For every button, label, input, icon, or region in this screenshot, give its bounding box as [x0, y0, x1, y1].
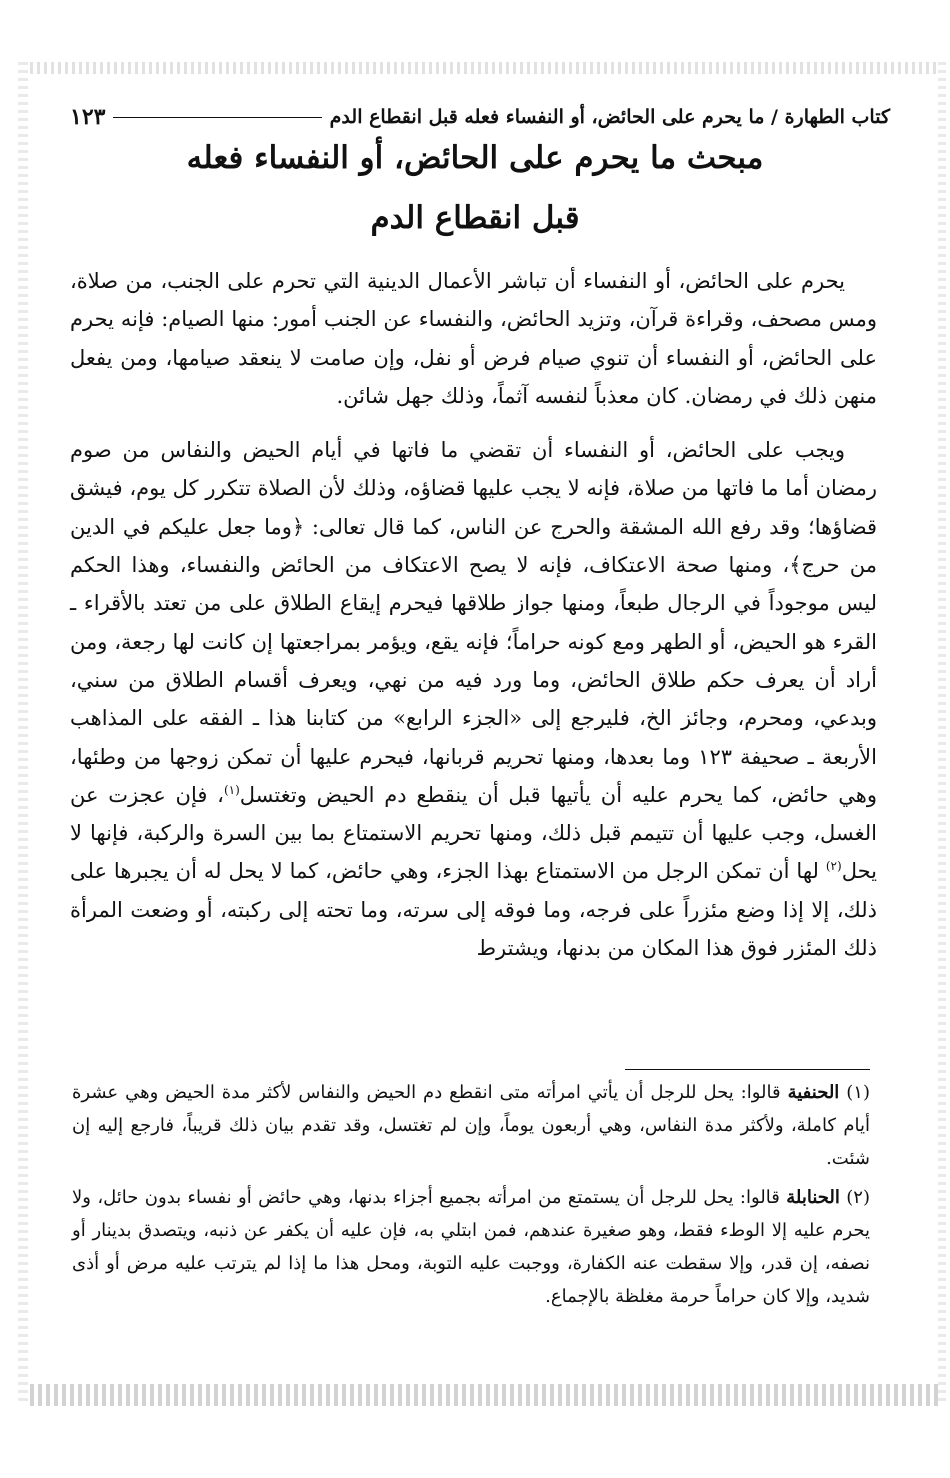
footnote-separator — [625, 1069, 870, 1070]
main-body-text — [70, 262, 877, 967]
footnote — [72, 1181, 870, 1313]
body-paragraph: يحرم على الحائض، أو النفساء أن تباشر الأعمال الدينية التي تحرم على الجنب، من صلاة، ومس مصحف، وقراءة قرآن، وتزيد الحائض، والنفساء عن الجنب أمور: منها الصيام: فإنه يحرم على الحائض، أو النفساء أن تنوي صيام فرض أو نفل، وإن صامت لا ينعقد صيامها، ومن يفعل منهن ذلك في رمضان. كان معذباً لنفسه آثماً، وذلك جهل شائن. — [70, 269, 877, 408]
footnote-reference[interactable]: (١) — [223, 782, 240, 797]
decorative-border-bottom — [30, 1384, 940, 1406]
decorative-border-right — [938, 62, 946, 1402]
footnote-school-name: الحنفية — [787, 1082, 840, 1103]
footnote-number: (١) — [846, 1082, 870, 1103]
body-paragraph — [70, 431, 877, 967]
section-heading-line-1: مبحث ما يحرم على الحائض، أو النفساء فعله — [186, 140, 764, 176]
body-text-span: ويجب على الحائض، أو النفساء أن تقضي ما فاتها في أيام الحيض والنفاس من صوم رمضان أما ما فاتها من صلاة، فإنه لا يجب عليها قضاؤه، وذلك لأن الصلاة تتكرر كل يوم، فيشق قضاؤها؛ وقد رفع الله المشقة والحرج عن الناس، كما قال تعالى: ﴿وما جعل عليكم في الدين من حرج﴾، ومنها صحة الاعتكاف، فإنه لا يصح الاعتكاف من الحائض والنفساء، وهذا الحكم ليس موجوداً في الرجال طبعاً، ومنها جواز طلاقها فيحرم إيقاع الطلاق على من تعتد بالأقراء ـ القرء هو الحيض، أو الطهر ومع كونه حراماً؛ فإنه يقع، ويؤمر بمراجعتها إن كانت لها رجعة، ومن أراد أن يعرف حكم طلاق الحائض، وما ورد فيه من نهي، ويعرف أقسام الطلاق من سني، وبدعي، ومحرم، وجائز الخ، فليرجع إلى «الجزء الرابع» من كتابنا هذا ـ الفقه على المذاهب الأربعة ـ صحيفة ١٢٣ وما بعدها، ومنها تحريم قربانها، فيحرم عليها أن تمكن زوجها من وطئها، وهي حائض، كما يحرم عليه أن يأتيها قبل أن ينقطع دم الحيض وتغتسل — [70, 438, 877, 807]
footnote-reference[interactable]: (٢) — [825, 859, 842, 874]
running-header — [70, 100, 890, 134]
body-text-span: ، فإن عجزت عن الغسل، وجب عليها أن تتيمم قبل ذلك، ومنها تحريم الاستمتاع بما بين السرة والركبة، فإنها لا يحل — [70, 782, 877, 884]
footnote — [72, 1076, 870, 1175]
section-heading-line-2: قبل انقطاع الدم — [370, 200, 580, 236]
footnote-text: قالوا: يحل للرجل أن يستمتع من امرأته بجميع أجزاء بدنها، وهي حائض أو نفساء بدون حائل، ولا يحرم عليه إلا الوطء فقط، وهو صغيرة عندهم، فمن ابتلي به، فإن عليه أن يكفر عن ذنبه، ويتصدق بدينار أو نصفه، إن قدر، وإلا سقطت عنه الكفارة، ووجبت عليه التوبة، ومحل هذا ما إذا لم يترتب عليه مرض أو أذى شديد، وإلا كان حراماً حرمة مغلظة بالإجماع. — [72, 1187, 870, 1307]
footnote-school-name: الحنابلة — [786, 1187, 840, 1208]
footnotes — [72, 1076, 870, 1313]
footnote-number: (٢) — [846, 1187, 870, 1208]
decorative-border-top — [30, 62, 940, 74]
footnote-text: قالوا: يحل للرجل أن يأتي امرأته متى انقطع دم الحيض والنفاس لأكثر مدة الحيض وهي عشرة أيام كاملة، ولأكثر مدة النفاس، وهي أربعون يوماً، وإن لم تغتسل، وقد تقدم بيان ذلك قريباً، فارجع إليه إن شئت. — [72, 1082, 870, 1169]
body-text-span: لها أن تمكن الرجل من الاستمتاع بهذا الجزء، وهي حائض، كما لا يحل له أن يجبرها على ذلك، إلا إذا وضع مئزراً على فرجه، وما فوقه إلى سرته، وما تحته إلى ركبته، أو وضعت المرأة ذلك المئزر فوق هذا المكان من بدنها، ويشترط — [70, 859, 877, 961]
page-number: ١٢٣ — [70, 104, 106, 130]
decorative-border-left — [18, 62, 28, 1402]
running-header-title: كتاب الطهارة / ما يحرم على الحائض، أو النفساء فعله قبل انقطاع الدم — [329, 106, 890, 128]
header-rule — [113, 117, 321, 118]
